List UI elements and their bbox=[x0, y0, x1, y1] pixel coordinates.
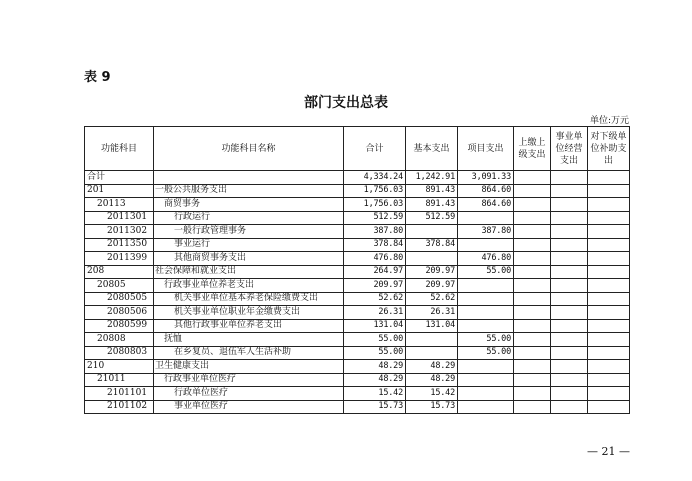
unit-label: 单位:万元 bbox=[589, 116, 629, 126]
cell-total: 48.29 bbox=[344, 360, 406, 374]
cell-basic: 131.04 bbox=[406, 319, 458, 333]
cell-project: 55.00 bbox=[458, 333, 514, 347]
cell-total: 264.97 bbox=[344, 265, 406, 279]
cell-name: 卫生健康支出 bbox=[154, 360, 344, 374]
cell-project bbox=[458, 211, 514, 225]
cell-total: 55.00 bbox=[344, 346, 406, 360]
cell-code: 2080599 bbox=[85, 319, 154, 333]
cell-total: 1,756.03 bbox=[344, 198, 406, 212]
table-row bbox=[85, 333, 630, 347]
cell-subsidy bbox=[588, 171, 630, 185]
cell-business bbox=[551, 319, 588, 333]
cell-basic: 48.29 bbox=[406, 373, 458, 387]
cell-upper bbox=[514, 319, 551, 333]
cell-subsidy bbox=[588, 333, 630, 347]
cell-total: 131.04 bbox=[344, 319, 406, 333]
cell-code: 合计 bbox=[85, 171, 154, 185]
cell-total: 476.80 bbox=[344, 252, 406, 266]
table-row bbox=[85, 238, 630, 252]
cell-project bbox=[458, 373, 514, 387]
cell-total: 15.73 bbox=[344, 400, 406, 414]
cell-name: 其他行政事业单位养老支出 bbox=[154, 319, 344, 333]
cell-subsidy bbox=[588, 225, 630, 239]
cell-code: 20808 bbox=[85, 333, 154, 347]
cell-code: 2101102 bbox=[85, 400, 154, 414]
cell-upper bbox=[514, 333, 551, 347]
table-row bbox=[85, 387, 630, 401]
cell-code: 20805 bbox=[85, 279, 154, 293]
header-code: 功能科目 bbox=[85, 127, 154, 171]
cell-code: 2011301 bbox=[85, 211, 154, 225]
cell-project bbox=[458, 360, 514, 374]
cell-project bbox=[458, 292, 514, 306]
cell-name: 一般公共服务支出 bbox=[154, 184, 344, 198]
cell-basic: 15.42 bbox=[406, 387, 458, 401]
page-number: — 21 — bbox=[587, 445, 630, 458]
cell-subsidy bbox=[588, 265, 630, 279]
cell-subsidy bbox=[588, 400, 630, 414]
table-row bbox=[85, 346, 630, 360]
cell-subsidy bbox=[588, 360, 630, 374]
cell-total: 15.42 bbox=[344, 387, 406, 401]
cell-name: 行政事业单位养老支出 bbox=[154, 279, 344, 293]
cell-upper bbox=[514, 211, 551, 225]
cell-basic: 15.73 bbox=[406, 400, 458, 414]
cell-upper bbox=[514, 292, 551, 306]
cell-upper bbox=[514, 346, 551, 360]
cell-code: 2011399 bbox=[85, 252, 154, 266]
table-row bbox=[85, 292, 630, 306]
cell-basic bbox=[406, 346, 458, 360]
cell-subsidy bbox=[588, 238, 630, 252]
expenditure-table bbox=[84, 126, 630, 414]
cell-code: 2101101 bbox=[85, 387, 154, 401]
cell-name: 机关事业单位职业年金缴费支出 bbox=[154, 306, 344, 320]
cell-total: 4,334.24 bbox=[344, 171, 406, 185]
cell-subsidy bbox=[588, 211, 630, 225]
cell-business bbox=[551, 171, 588, 185]
cell-name: 行政事业单位医疗 bbox=[154, 373, 344, 387]
header-total: 合计 bbox=[344, 127, 406, 171]
cell-business bbox=[551, 265, 588, 279]
cell-business bbox=[551, 387, 588, 401]
cell-code: 21011 bbox=[85, 373, 154, 387]
table-row bbox=[85, 360, 630, 374]
cell-business bbox=[551, 252, 588, 266]
cell-subsidy bbox=[588, 292, 630, 306]
table-row bbox=[85, 211, 630, 225]
cell-total: 1,756.03 bbox=[344, 184, 406, 198]
cell-business bbox=[551, 225, 588, 239]
cell-name: 在乡复员、退伍军人生活补助 bbox=[154, 346, 344, 360]
table-row bbox=[85, 252, 630, 266]
header-basic: 基本支出 bbox=[406, 127, 458, 171]
cell-subsidy bbox=[588, 346, 630, 360]
cell-name: 行政单位医疗 bbox=[154, 387, 344, 401]
cell-project: 55.00 bbox=[458, 346, 514, 360]
cell-business bbox=[551, 346, 588, 360]
cell-project bbox=[458, 319, 514, 333]
cell-project: 476.80 bbox=[458, 252, 514, 266]
cell-basic bbox=[406, 252, 458, 266]
cell-upper bbox=[514, 184, 551, 198]
cell-name: 行政运行 bbox=[154, 211, 344, 225]
cell-upper bbox=[514, 373, 551, 387]
cell-code: 2080505 bbox=[85, 292, 154, 306]
cell-project bbox=[458, 400, 514, 414]
header-subsidy: 对下级单位补助支出 bbox=[588, 127, 630, 171]
cell-basic bbox=[406, 225, 458, 239]
cell-project bbox=[458, 238, 514, 252]
table-row bbox=[85, 184, 630, 198]
cell-total: 26.31 bbox=[344, 306, 406, 320]
table-row bbox=[85, 171, 630, 185]
cell-subsidy bbox=[588, 373, 630, 387]
table-row bbox=[85, 400, 630, 414]
header-upper: 上缴上级支出 bbox=[514, 127, 551, 171]
cell-upper bbox=[514, 387, 551, 401]
cell-name: 事业运行 bbox=[154, 238, 344, 252]
cell-code: 2080803 bbox=[85, 346, 154, 360]
cell-basic: 48.29 bbox=[406, 360, 458, 374]
page-title: 部门支出总表 bbox=[304, 95, 388, 111]
cell-project: 864.60 bbox=[458, 198, 514, 212]
cell-basic: 209.97 bbox=[406, 265, 458, 279]
cell-upper bbox=[514, 360, 551, 374]
cell-total: 52.62 bbox=[344, 292, 406, 306]
cell-name: 社会保障和就业支出 bbox=[154, 265, 344, 279]
cell-name: 事业单位医疗 bbox=[154, 400, 344, 414]
cell-name: 机关事业单位基本养老保险缴费支出 bbox=[154, 292, 344, 306]
cell-business bbox=[551, 373, 588, 387]
cell-basic: 26.31 bbox=[406, 306, 458, 320]
cell-project bbox=[458, 306, 514, 320]
cell-basic: 209.97 bbox=[406, 279, 458, 293]
cell-business bbox=[551, 360, 588, 374]
header-name: 功能科目名称 bbox=[154, 127, 344, 171]
cell-total: 378.84 bbox=[344, 238, 406, 252]
cell-total: 512.59 bbox=[344, 211, 406, 225]
cell-subsidy bbox=[588, 306, 630, 320]
cell-code: 20113 bbox=[85, 198, 154, 212]
cell-subsidy bbox=[588, 319, 630, 333]
cell-project bbox=[458, 279, 514, 293]
cell-total: 209.97 bbox=[344, 279, 406, 293]
table-row bbox=[85, 306, 630, 320]
cell-total: 387.80 bbox=[344, 225, 406, 239]
table-row bbox=[85, 319, 630, 333]
cell-upper bbox=[514, 252, 551, 266]
cell-project: 864.60 bbox=[458, 184, 514, 198]
cell-project bbox=[458, 387, 514, 401]
cell-total: 55.00 bbox=[344, 333, 406, 347]
cell-upper bbox=[514, 198, 551, 212]
cell-basic: 378.84 bbox=[406, 238, 458, 252]
cell-business bbox=[551, 184, 588, 198]
table-row bbox=[85, 279, 630, 293]
cell-project: 387.80 bbox=[458, 225, 514, 239]
table-row bbox=[85, 198, 630, 212]
cell-business bbox=[551, 306, 588, 320]
cell-basic: 52.62 bbox=[406, 292, 458, 306]
cell-business bbox=[551, 333, 588, 347]
cell-upper bbox=[514, 306, 551, 320]
cell-name: 一般行政管理事务 bbox=[154, 225, 344, 239]
cell-name: 抚恤 bbox=[154, 333, 344, 347]
cell-business bbox=[551, 292, 588, 306]
cell-name: 其他商贸事务支出 bbox=[154, 252, 344, 266]
cell-code: 208 bbox=[85, 265, 154, 279]
cell-code: 2011302 bbox=[85, 225, 154, 239]
cell-code: 2011350 bbox=[85, 238, 154, 252]
cell-basic: 1,242.91 bbox=[406, 171, 458, 185]
cell-project: 55.00 bbox=[458, 265, 514, 279]
cell-code: 2080506 bbox=[85, 306, 154, 320]
cell-upper bbox=[514, 171, 551, 185]
cell-basic bbox=[406, 333, 458, 347]
cell-business bbox=[551, 238, 588, 252]
cell-basic: 891.43 bbox=[406, 184, 458, 198]
cell-name: 商贸事务 bbox=[154, 198, 344, 212]
table-row bbox=[85, 225, 630, 239]
cell-subsidy bbox=[588, 279, 630, 293]
cell-upper bbox=[514, 265, 551, 279]
table-row bbox=[85, 265, 630, 279]
cell-subsidy bbox=[588, 184, 630, 198]
cell-upper bbox=[514, 400, 551, 414]
cell-upper bbox=[514, 225, 551, 239]
table-label: 表 9 bbox=[84, 70, 111, 85]
cell-subsidy bbox=[588, 198, 630, 212]
cell-total: 48.29 bbox=[344, 373, 406, 387]
header-business: 事业单位经营支出 bbox=[551, 127, 588, 171]
header-row bbox=[85, 127, 630, 171]
cell-subsidy bbox=[588, 252, 630, 266]
header-project: 项目支出 bbox=[458, 127, 514, 171]
cell-code: 201 bbox=[85, 184, 154, 198]
cell-upper bbox=[514, 279, 551, 293]
cell-business bbox=[551, 198, 588, 212]
cell-upper bbox=[514, 238, 551, 252]
cell-project: 3,091.33 bbox=[458, 171, 514, 185]
cell-business bbox=[551, 211, 588, 225]
cell-business bbox=[551, 279, 588, 293]
cell-name bbox=[154, 171, 344, 185]
cell-code: 210 bbox=[85, 360, 154, 374]
cell-basic: 891.43 bbox=[406, 198, 458, 212]
cell-subsidy bbox=[588, 387, 630, 401]
table-row bbox=[85, 373, 630, 387]
cell-business bbox=[551, 400, 588, 414]
cell-basic: 512.59 bbox=[406, 211, 458, 225]
